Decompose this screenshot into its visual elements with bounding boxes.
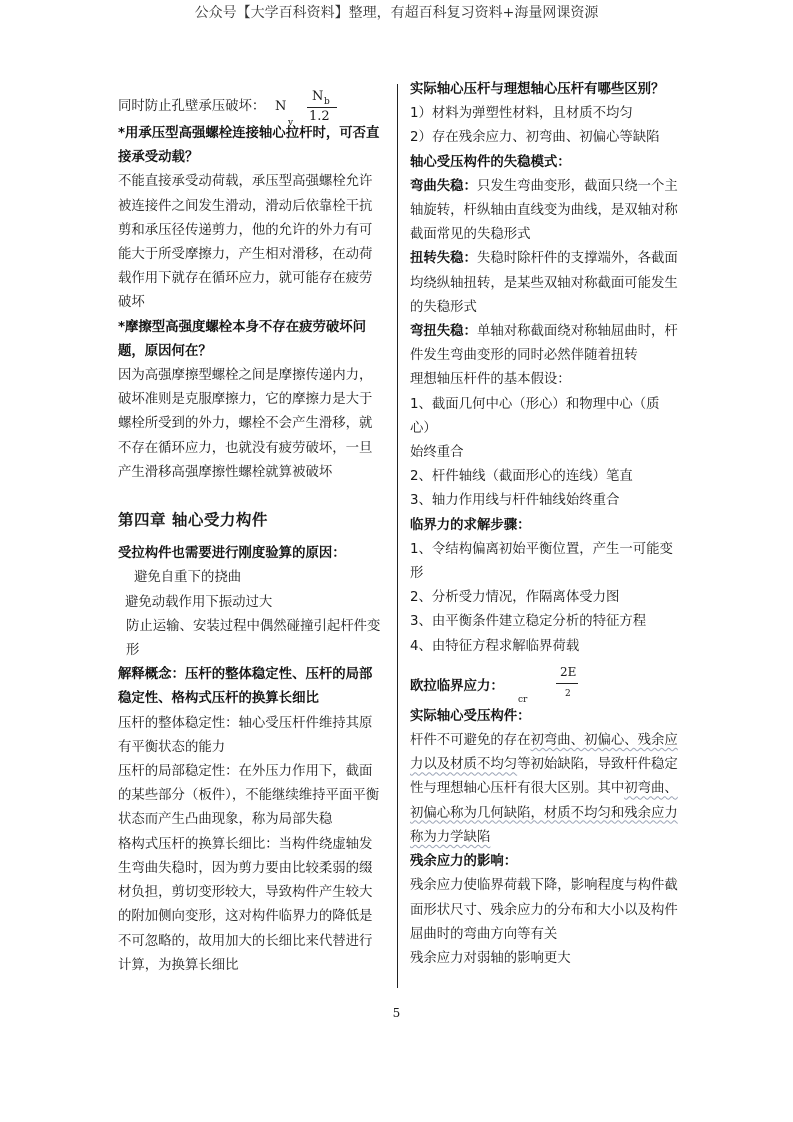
euler-fraction-bar [556,683,578,684]
question-real-member: 实际轴心受压构件： [410,708,531,724]
right-column [410,78,678,971]
mode-flexural [410,175,678,248]
question-stiffness: 受拉构件也需要进行刚度验算的原因： [118,546,346,562]
mode-flexural-body: 只发生弯曲变形，截面只绕一个主轴旋转，杆纵轴由直线变为曲线，是双轴对称截面常见的失稳形式 [410,178,678,243]
formula-lhs-sub: v [288,118,294,128]
question-bearing-bolt: *用承压型高强螺栓连接轴心拉杆时，可否直接承受动载？ [118,126,380,166]
step-1: 1、令结构偏离初始平衡位置，产生一可能变形 [410,541,673,582]
euler-label: 欧拉临界应力： [410,678,504,694]
mode-flexural-torsional [410,320,678,368]
reason-2: 避免动载作用下振动过大 [125,594,273,610]
mode-flexural-torsional-head: 弯扭失稳： [410,324,477,340]
fraction-bar [307,107,337,108]
assumption-1: 1、截面几何中心（形心）和物理中心（质心） [410,396,660,436]
question-real-vs-ideal: 实际轴心压杆与理想轴心压杆有哪些区别？ [410,82,665,97]
euler-numerator: 2E [560,664,577,679]
bearing-formula [118,82,384,128]
definition-overall-stability: 压杆的整体稳定性：轴心受压杆件维持其原有平衡状态的能力 [118,715,373,755]
definition-slenderness: 格构式压杆的换算长细比：当构件绕虚轴发生弯曲失稳时，因为剪力要由比较柔弱的缀材负担，剪切变形较大，导致构件产生较大的附加侧向变形，这对构件临界力的降低是不可忽略的，故用加大的长细比来代替进行计算，为换算长细比 [118,836,373,973]
mode-torsional-head: 扭转失稳： [410,251,477,267]
euler-sub: cr [518,694,528,705]
column-divider [397,84,398,988]
mode-flexural-torsional-body: 单轴对称截面绕对称轴屈曲时，杆件发生弯曲变形的同时必然伴随着扭转 [410,324,678,364]
definition-local-stability: 压杆的局部稳定性：在外压力作用下，截面的某些部分（板件），不能继续维持平面平衡状态而产生凸曲现象，称为局部失稳 [118,764,380,828]
answer-friction-bolt: 因为高强摩擦型螺栓之间是摩擦传递内力，破坏准则是克服摩擦力，它的摩擦力是大于螺栓所受到的外力，螺栓不会产生滑移，就不存在循环应力，也就没有疲劳破坏，一旦产生滑移高强摩擦性螺栓就算被破坏 [118,368,373,480]
reason-1: 避免自重下的挠曲 [134,570,242,586]
formula-lhs: N [275,99,287,114]
formula-numerator-sub: b [324,97,330,107]
formula-denominator: 1.2 [309,109,330,124]
assumptions-title: 理想轴压杆件的基本假设： [410,372,571,388]
assumption-2: 2、杆件轴线（截面形心的连线）笔直 [410,469,633,485]
difference-2: 2）存在残余应力、初弯曲、初偏心等缺陷 [410,130,660,146]
answer-real-member [410,729,678,850]
page-header: 公众号【大学百科资料】整理，有超百科复习资料+海量网课资源 [194,5,599,21]
answer-real-member-part3: 等初始缺陷，导致杆件稳定性与理想轴心压杆有很大区别。其中 [410,757,678,797]
page-number: 5 [392,1006,401,1020]
answer-residual-stress: 残余应力使临界荷载下降，影响程度与构件截面形状尺寸、残余应力的分布和大小以及构件屈曲时的弯曲方向等有关 [410,878,678,942]
answer-real-member-part1: 杆件不可避免的存在 [410,733,531,749]
question-failure-modes: 轴心受压构件的失稳模式： [410,154,571,170]
left-column [118,78,384,978]
question-critical-force: 临界力的求解步骤： [410,517,531,533]
step-4: 4、由特征方程求解临界荷载 [410,638,580,654]
assumption-3: 3、轴力作用线与杆件轴线始终重合 [410,493,620,509]
question-friction-bolt: *摩擦型高强度螺栓本身不存在疲劳破坏问题，原因何在？ [118,319,367,359]
answer-weak-axis: 残余应力对弱轴的影响更大 [410,950,571,966]
euler-denominator: 2 [565,688,571,699]
formula-label: 同时防止孔壁承压破坏： [118,99,266,114]
euler-formula [410,663,678,705]
step-3: 3、由平衡条件建立稳定分析的特征方程 [410,614,647,630]
answer-real-member-classification: 初弯曲、初偏心称为几何缺陷，材质不均匀和残余应力称为力学缺陷 [410,781,678,845]
question-residual-stress: 残余应力的影响： [410,854,518,870]
reason-3: 防止运输、安装过程中偶然碰撞引起杆件变形 [126,618,381,659]
chapter-title: 第四章 轴心受力构件 [118,511,268,530]
step-2: 2、分析受力情况，作隔离体受力图 [410,590,620,606]
answer-bearing-bolt: 不能直接承受动荷载，承压型高强螺栓允许被连接件之间发生滑动，滑动后依靠栓干抗剪和承压径传递剪力，他的允许的外力有可能大于所受摩擦力，产生相对滑移，在动荷载作用下就存在循环应力，就可能存在疲劳破坏 [118,174,373,311]
mode-flexural-head: 弯曲失稳： [410,178,477,194]
mode-torsional [410,247,678,320]
formula-numerator: N [312,89,324,104]
question-concepts: 解释概念：压杆的整体稳定性、压杆的局部稳定性、格构式压杆的换算长细比 [118,667,373,707]
assumption-1-cont: 始终重合 [410,445,464,461]
mode-torsional-body: 失稳时除杆件的支撑端外，各截面均绕纵轴扭转，是某些双轴对称截面可能发生的失稳形式 [410,251,678,315]
answer-real-member-defects: 初弯曲、初偏心、残余应力以及材质不均匀 [410,733,678,773]
difference-1: 1）材料为弹塑性材料，且材质不均匀 [410,106,633,122]
